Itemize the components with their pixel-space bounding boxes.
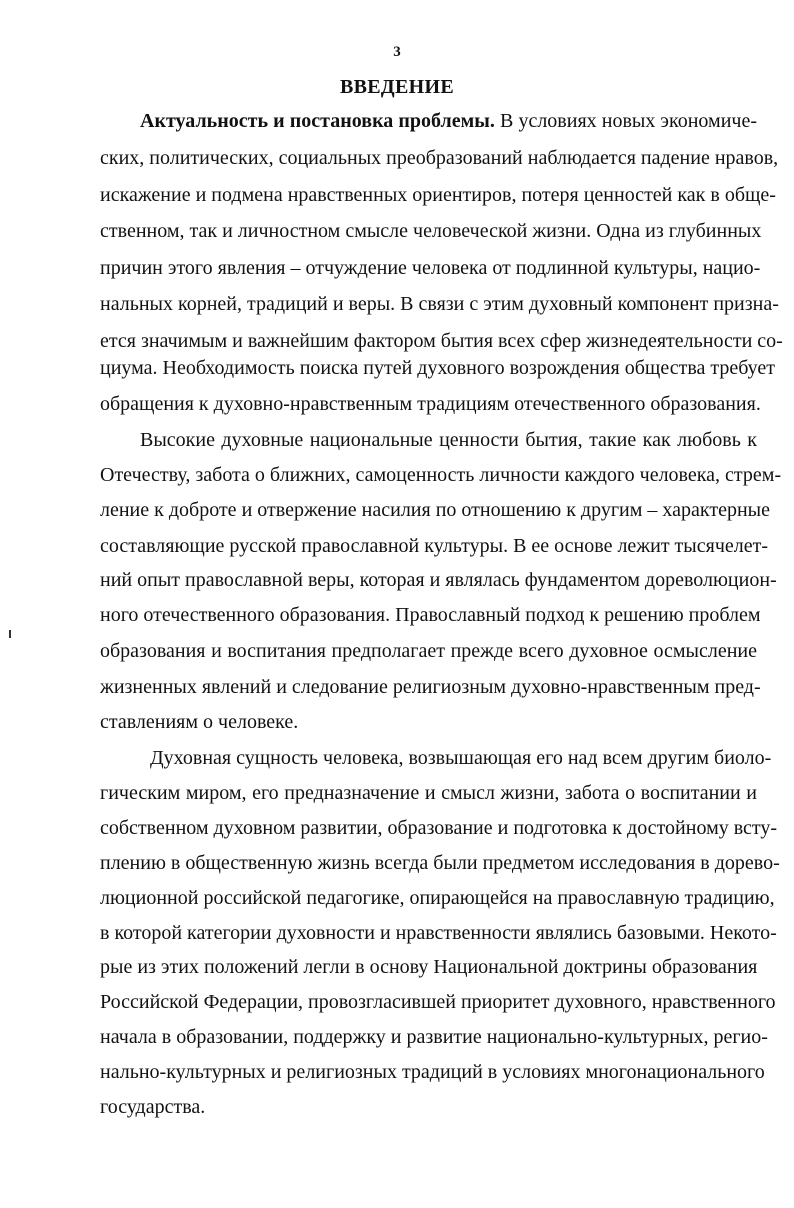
paragraph-1-line-6: нальных корней, традиций и веры. В связи с этим духовный компонент призна- bbox=[100, 293, 779, 315]
paragraph-2-line-3: ление к доброте и отвержение насилия по отношению к другим – характерные bbox=[100, 499, 770, 521]
paragraph-3-line-6: в которой категории духовности и нравственности являлись базовыми. Некото- bbox=[100, 922, 777, 944]
paragraph-3-line-9: начала в образовании, поддержку и развитие национально-культурных, регио- bbox=[100, 1026, 768, 1048]
paragraph-3-line-8: Российской Федерации, провозгласившей приоритет духовного, нравственного bbox=[100, 991, 776, 1013]
paragraph-2-line-8: жизненных явлений и следование религиозным духовно-нравственным пред- bbox=[100, 676, 761, 698]
paragraph-1-line-7: ется значимым и важнейшим фактором бытия всех сфер жизнедеятельности со- bbox=[100, 330, 783, 352]
scan-speck bbox=[9, 630, 11, 638]
section-heading: ВВЕДЕНИЕ bbox=[340, 76, 454, 98]
paragraph-1-line-2: ских, политических, социальных преобразований наблюдается падение нравов, bbox=[100, 147, 779, 169]
paragraph-1-line-8: циума. Необходимость поиска путей духовного возрождения общества требует bbox=[100, 357, 776, 379]
paragraph-3-line-11: государства. bbox=[100, 1096, 206, 1118]
paragraph-3-line-1: Духовная сущность человека, возвышающая его над всем другим биоло- bbox=[150, 747, 772, 769]
paragraph-3-line-2: гическим миром, его предназначение и смысл жизни, забота о воспитании и bbox=[100, 782, 757, 804]
paragraph-1-lead: Актуальность и постановка проблемы. bbox=[140, 110, 495, 132]
paragraph-3-line-7: рые из этих положений легли в основу Национальной доктрины образования bbox=[100, 956, 758, 978]
paragraph-2-line-4: составляющие русской православной культуры. В ее основе лежит тысячелет- bbox=[100, 535, 769, 557]
paragraph-2-line-9: ставлениям о человеке. bbox=[100, 711, 299, 733]
paragraph-3-line-3: собственном духовном развитии, образование и подготовка к достойному всту- bbox=[100, 817, 778, 839]
paragraph-3-line-4: плению в общественную жизнь всегда были предметом исследования в дорево- bbox=[100, 852, 780, 874]
paragraph-3-line-10: нально-культурных и религиозных традиций в условиях многонационального bbox=[100, 1061, 765, 1083]
paragraph-2-line-7: образования и воспитания предполагает прежде всего духовное осмысление bbox=[100, 640, 757, 662]
paragraph-2-line-6: ного отечественного образования. Православный подход к решению проблем bbox=[100, 604, 761, 626]
paragraph-1-line-4: ственном, так и личностном смысле человеческой жизни. Одна из глубинных bbox=[100, 220, 762, 242]
page-number: 3 bbox=[393, 44, 401, 60]
paragraph-2-line-5: ний опыт православной веры, которая и являлась фундаментом дореволюцион- bbox=[100, 569, 777, 591]
paragraph-1-line-9: обращения к духовно-нравственным традициям отечественного образования. bbox=[100, 393, 761, 415]
paragraph-3-line-5: люционной российской педагогике, опирающейся на православную традицию, bbox=[100, 887, 775, 909]
paragraph-2-line-2: Отечеству, забота о ближних, самоценность личности каждого человека, стрем- bbox=[100, 464, 782, 486]
paragraph-1-line-3: искажение и подмена нравственных ориентиров, потеря ценностей как в обще- bbox=[100, 184, 776, 206]
paragraph-1-line-1: Актуальность и постановка проблемы. В условиях новых экономиче- bbox=[140, 110, 757, 132]
paragraph-2-line-1: Высокие духовные национальные ценности бытия, такие как любовь к bbox=[140, 429, 757, 451]
paragraph-1-line-5: причин этого явления – отчуждение человека от подлинной культуры, нацио- bbox=[100, 257, 761, 279]
